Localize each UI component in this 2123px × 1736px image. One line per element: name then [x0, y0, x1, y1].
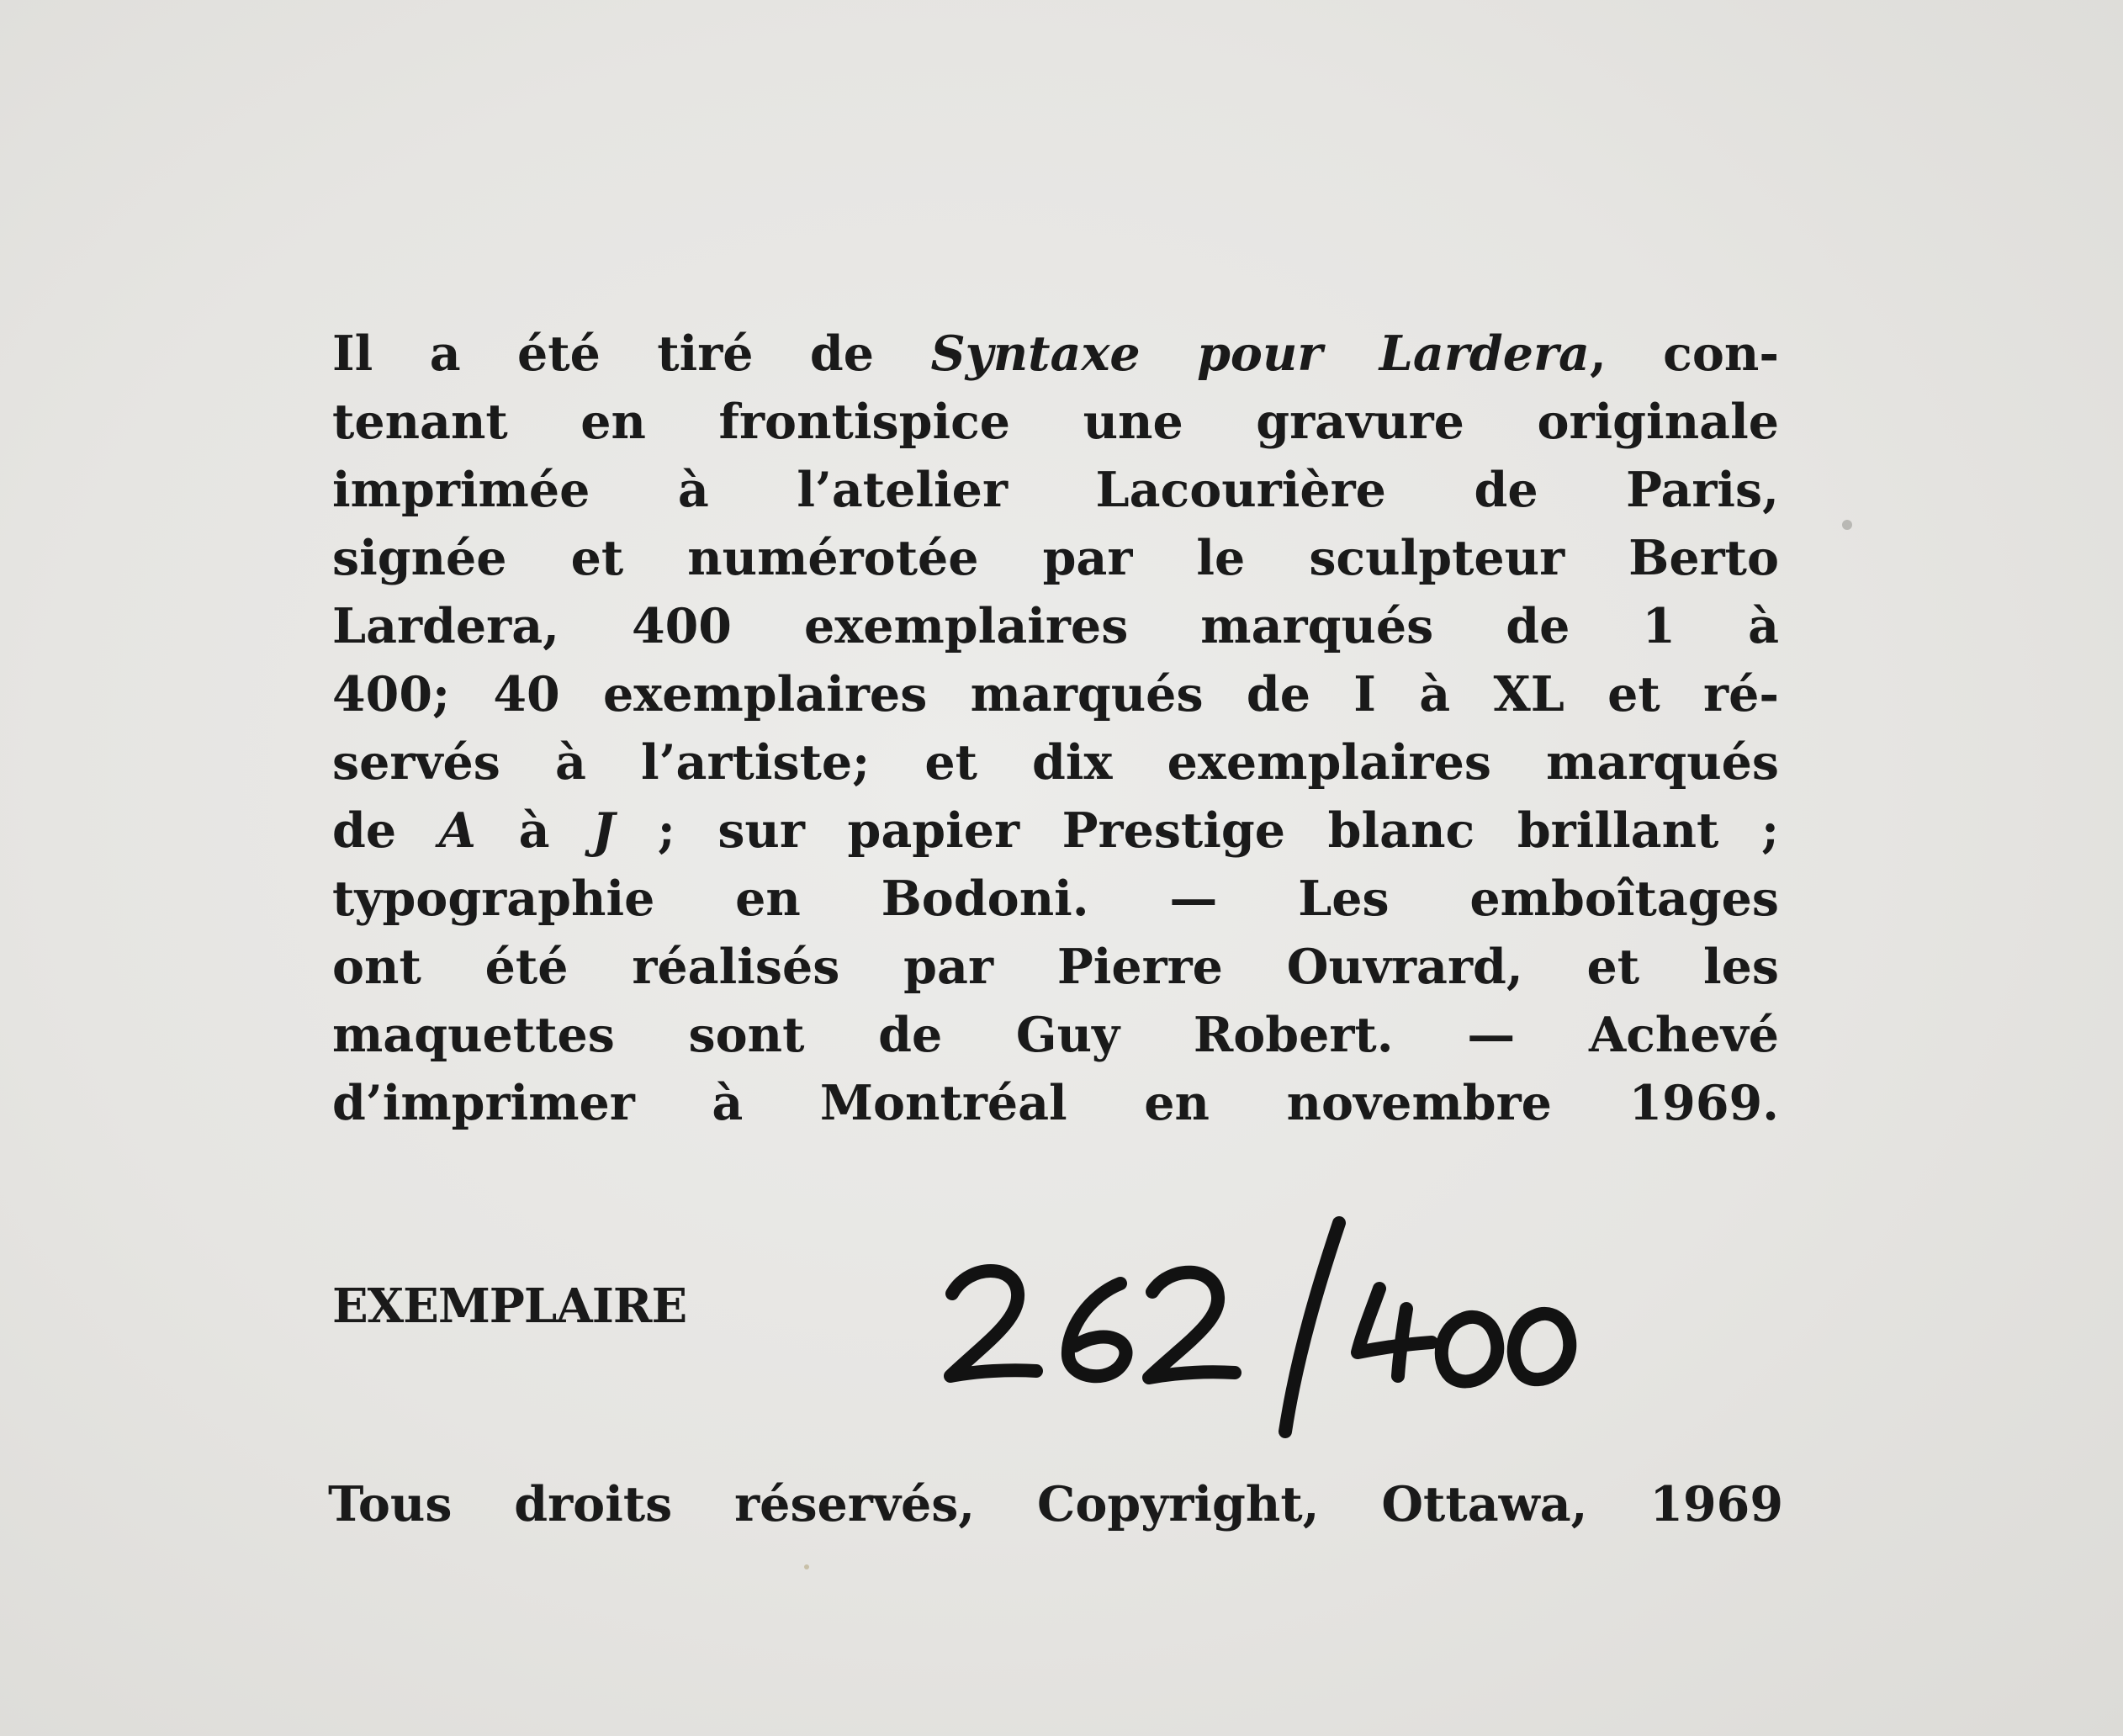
colophon-line-1: [332, 320, 1779, 388]
colophon-line-5: Lardera, 400 exemplaires marqués de 1 à: [332, 598, 1779, 654]
colophon-line-2: tenant en frontispice une gravure originale: [332, 394, 1779, 450]
handwritten-slash: [1285, 1223, 1339, 1432]
colophon-line-8: [332, 797, 1779, 865]
handwritten-digit-6: [1068, 1283, 1126, 1376]
handwritten-digit-0: [1514, 1314, 1570, 1379]
colophon-line-11: maquettes sont de Guy Robert. — Achevé: [332, 1007, 1779, 1063]
colophon-line-6: 400; 40 exemplaires marqués de I à XL et ré-: [332, 666, 1779, 722]
colophon-line-7: servés à l’artiste; et dix exemplaires marqués: [332, 734, 1779, 791]
handwritten-digit-0: [1442, 1317, 1498, 1382]
colophon-line-12: d’imprimer à Montréal en novembre 1969.: [332, 1075, 1779, 1131]
handwritten-copy-number: [925, 1211, 1581, 1438]
colophon-line-9: typographie en Bodoni. — Les emboîtages: [332, 871, 1779, 927]
colophon-paragraph: [332, 320, 1779, 1137]
colophon-text: à: [475, 802, 593, 859]
colophon-text: ; sur papier Prestige blanc brillant ;: [615, 802, 1780, 859]
copyright-line: Tous droits réservés, Copyright, Ottawa, 1969: [328, 1476, 1783, 1532]
paper-speck: [804, 1564, 809, 1569]
letter-a-italic: A: [438, 802, 476, 859]
colophon-line-10: ont été réalisés par Pierre Ouvrard, et les: [332, 939, 1779, 995]
colophon-line-3: imprimée à l’atelier Lacourière de Paris,: [332, 462, 1779, 518]
handwritten-digit-2: [1149, 1273, 1235, 1378]
handwritten-digit-4: [1358, 1289, 1432, 1376]
handwritten-digit-2: [950, 1271, 1036, 1376]
letter-j-italic: J: [592, 802, 616, 859]
exemplaire-label: EXEMPLAIRE: [332, 1278, 687, 1334]
colophon-text: Il a été tiré de: [332, 326, 931, 382]
book-title-italic: Syntaxe pour Lardera: [930, 326, 1590, 382]
paper-speck: [1842, 520, 1852, 530]
colophon-line-4: signée et numérotée par le sculpteur Berto: [332, 530, 1779, 586]
colophon-text: , con-: [1589, 326, 1779, 382]
colophon-text: de: [332, 802, 439, 859]
